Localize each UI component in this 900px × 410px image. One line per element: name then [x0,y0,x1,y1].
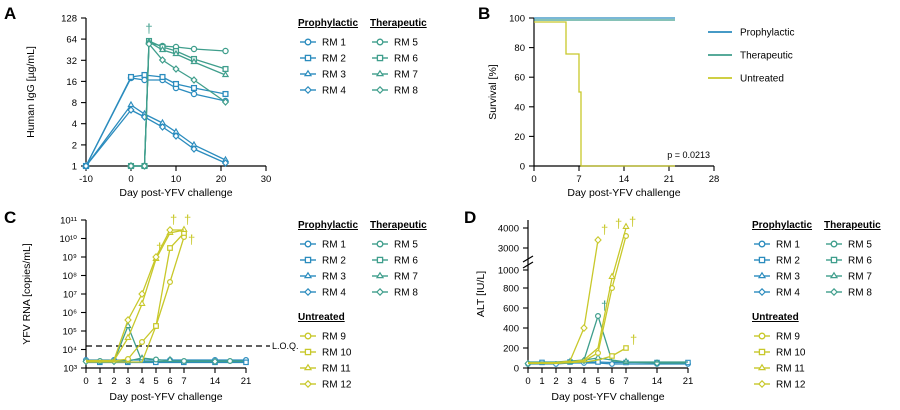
svg-text:RM 10: RM 10 [776,347,806,359]
panel-d-series-baseline [525,355,690,367]
panel-a-series-rm6 [129,39,228,169]
legend-b-item-prophylactic [708,28,794,39]
panel-a-ylabel: Human IgG [µg/mL] [25,46,37,138]
svg-text:0: 0 [83,376,89,387]
svg-text:Therapeutic: Therapeutic [740,50,793,62]
svg-text:3: 3 [567,376,573,387]
svg-text:60: 60 [514,72,525,84]
svg-text:5: 5 [153,376,159,387]
svg-text:RM 12: RM 12 [322,379,352,391]
panel-b-pvalue: p = 0.0213 [667,150,710,160]
svg-text:RM 4: RM 4 [322,85,346,97]
svg-text:8: 8 [71,98,77,110]
panel-c-series-baseline [83,323,248,365]
panel-a-chart [8,6,328,199]
svg-text:†: † [601,222,609,237]
svg-text:RM 8: RM 8 [848,287,872,299]
legend-d-item-rm1 [754,240,800,251]
panel-c-chart [8,210,328,406]
panel-c-loq-label: L.O.Q. [272,341,299,351]
svg-text:2: 2 [111,376,117,387]
panel-d-series-rm12 [528,222,608,363]
svg-text:128: 128 [61,13,77,25]
legend-a-group-1-title: Therapeutic [370,18,427,29]
svg-text:3000: 3000 [497,243,519,255]
legend-b-item-therapeutic [708,51,793,62]
svg-text:200: 200 [503,343,519,355]
legend-a-item-rm6 [372,54,418,65]
panel-c-x-ticks [83,368,251,387]
svg-text:RM 7: RM 7 [394,69,418,81]
svg-text:4000: 4000 [497,223,519,235]
svg-text:†: † [188,232,196,247]
svg-text:7: 7 [576,174,582,185]
panel-d-svg [468,210,788,406]
svg-text:†: † [615,216,623,231]
legend-d-item-rm12 [754,380,806,391]
panel-b-series-untreated [534,22,675,166]
svg-text:64: 64 [66,34,77,46]
panel-d-chart [468,210,788,406]
svg-text:0: 0 [519,161,525,173]
svg-text:†: † [170,212,178,227]
svg-text:RM 2: RM 2 [776,255,800,267]
panel-d-y-ticks [498,224,528,375]
panel-b-xlabel: Day post-YFV challenge [567,187,681,199]
svg-text:RM 7: RM 7 [848,271,872,283]
legend-d-group-1-title: Therapeutic [824,220,881,231]
panel-c-legend [298,218,458,398]
panel-a-legend [298,16,438,126]
legend-c-item-rm4 [300,288,346,299]
svg-text:Prophylactic: Prophylactic [740,27,795,39]
legend-d-item-rm2 [754,256,800,267]
svg-text:†: † [629,214,637,229]
legend-c-group-1-title: Therapeutic [370,220,427,231]
panel-c-ylabel: YFV RNA [copies/mL] [21,243,33,345]
svg-text:RM 3: RM 3 [322,69,346,81]
svg-text:4: 4 [139,376,145,387]
svg-text:RM 6: RM 6 [394,255,418,267]
panel-a-series-rm5 [128,40,228,168]
panel-b-ylabel: Survival [%] [487,64,499,120]
svg-text:RM 5: RM 5 [394,37,418,49]
svg-text:RM 6: RM 6 [848,255,872,267]
legend-d-item-rm5 [826,240,872,251]
svg-text:1000: 1000 [497,265,519,277]
svg-text:10⁸: 10⁸ [62,271,77,282]
svg-text:RM 8: RM 8 [394,85,418,97]
svg-text:RM 4: RM 4 [776,287,800,299]
legend-d-item-rm11 [754,364,805,375]
svg-text:21: 21 [240,376,252,387]
legend-d-item-rm7 [826,272,872,283]
svg-text:1: 1 [539,376,545,387]
panel-a-x-ticks [79,166,271,185]
panel-c-death-markers [156,212,195,255]
svg-text:†: † [156,240,164,255]
svg-text:10⁶: 10⁶ [62,308,77,319]
panel-b-legend [706,18,886,98]
panel-a-death-marker: † [145,21,153,36]
panel-c-xlabel: Day post-YFV challenge [109,391,223,403]
legend-c-item-rm10 [300,348,352,359]
legend-c-item-rm6 [372,256,418,267]
svg-text:2: 2 [553,376,559,387]
panel-b-x-ticks [531,166,719,185]
svg-text:10¹¹: 10¹¹ [60,215,77,227]
legend-a-item-rm8 [372,86,418,97]
legend-c-item-rm3 [300,272,346,283]
panel-c-y-ticks [59,216,86,375]
svg-text:40: 40 [514,102,525,114]
panel-a-y-ticks [61,14,86,173]
svg-text:5: 5 [595,376,601,387]
svg-text:RM 2: RM 2 [322,53,346,65]
legend-a-item-rm1 [300,38,346,49]
svg-text:14: 14 [618,174,630,185]
svg-text:RM 2: RM 2 [322,255,346,267]
svg-text:400: 400 [503,323,519,335]
svg-text:32: 32 [66,55,77,67]
svg-text:6: 6 [609,376,615,387]
svg-text:Untreated: Untreated [740,73,784,85]
legend-c-item-rm9 [300,332,346,343]
legend-d-group-0-title: Prophylactic [752,220,813,231]
legend-c-item-rm8 [372,288,418,299]
legend-d-item-rm4 [754,288,800,299]
panel-a-xlabel: Day post-YFV challenge [119,187,233,199]
legend-a-item-rm7 [372,70,418,81]
legend-c-item-rm12 [300,380,352,391]
svg-text:10⁵: 10⁵ [62,326,77,338]
svg-text:†: † [184,212,192,227]
panel-c-series-rm9 [86,235,186,362]
svg-text:1: 1 [97,376,103,387]
svg-text:0: 0 [128,174,134,185]
svg-text:28: 28 [708,174,720,185]
svg-text:RM 4: RM 4 [322,287,346,299]
legend-a-item-rm2 [300,54,346,65]
svg-text:100: 100 [509,13,525,25]
svg-text:20: 20 [514,131,525,143]
svg-text:6: 6 [167,376,173,387]
svg-text:†: † [630,332,638,347]
svg-text:0: 0 [525,376,531,387]
legend-c-group-2-title: Untreated [298,312,345,323]
svg-text:RM 12: RM 12 [776,379,806,391]
svg-text:RM 3: RM 3 [776,271,800,283]
svg-text:RM 5: RM 5 [394,239,418,251]
panel-d-x-ticks [525,368,693,387]
svg-text:RM 3: RM 3 [322,271,346,283]
svg-text:0: 0 [513,363,519,375]
panel-a-series-rm3 [83,102,228,168]
svg-text:†: † [601,298,609,313]
svg-text:RM 1: RM 1 [776,239,800,251]
svg-text:600: 600 [503,303,519,315]
svg-text:RM 8: RM 8 [394,287,418,299]
legend-d-item-rm8 [826,288,872,299]
svg-text:RM 9: RM 9 [776,331,800,343]
svg-text:RM 10: RM 10 [322,347,352,359]
svg-text:21: 21 [682,376,694,387]
svg-text:0: 0 [531,174,537,185]
svg-text:14: 14 [651,376,663,387]
legend-c-group-0-title: Prophylactic [298,220,359,231]
svg-text:21: 21 [663,174,675,185]
legend-c-item-rm11 [300,364,351,375]
panel-b-y-ticks [509,14,534,173]
panel-d-label: D [464,208,477,227]
panel-c-svg [8,210,328,406]
legend-c-item-rm1 [300,240,346,251]
legend-c-item-rm7 [372,272,418,283]
legend-c-item-rm2 [300,256,346,267]
svg-text:10⁴: 10⁴ [62,345,77,356]
svg-text:10⁹: 10⁹ [62,252,77,264]
svg-text:RM 1: RM 1 [322,239,346,251]
svg-text:20: 20 [215,174,227,185]
legend-a-item-rm3 [300,70,346,81]
panel-a-series-rm4 [83,107,228,169]
panel-a-label: A [4,4,17,23]
legend-b-item-untreated [708,74,784,85]
svg-text:800: 800 [503,283,519,295]
panel-a-series-rm7 [128,39,228,168]
svg-text:RM 7: RM 7 [394,271,418,283]
legend-c-item-rm5 [372,240,418,251]
svg-text:-10: -10 [79,174,93,185]
svg-text:10¹⁰: 10¹⁰ [59,234,77,245]
panel-a-series-rm8 [128,41,228,169]
svg-text:RM 11: RM 11 [322,363,351,375]
svg-text:RM 6: RM 6 [394,53,418,65]
legend-d-group-2-title: Untreated [752,312,799,323]
svg-text:RM 1: RM 1 [322,37,346,49]
panel-d-xlabel: Day post-YFV challenge [551,391,665,403]
panel-d-legend [752,218,900,398]
legend-d-item-rm10 [754,348,806,359]
legend-a-item-rm5 [372,38,418,49]
svg-text:1: 1 [71,161,77,173]
svg-text:30: 30 [260,174,272,185]
svg-text:2: 2 [71,140,77,152]
svg-text:4: 4 [581,376,587,387]
panel-c-series-rm10 [86,231,186,362]
svg-text:10: 10 [170,174,182,185]
legend-d-item-rm3 [754,272,800,283]
panel-b-label: B [478,4,491,23]
svg-text:7: 7 [623,376,629,387]
panel-a-svg [8,6,328,199]
svg-text:RM 5: RM 5 [848,239,872,251]
svg-text:3: 3 [125,376,131,387]
svg-text:16: 16 [66,76,77,88]
svg-text:10³: 10³ [63,363,77,375]
legend-a-group-0-title: Prophylactic [298,18,359,29]
legend-d-item-rm6 [826,256,872,267]
svg-text:RM 9: RM 9 [322,331,346,343]
svg-text:7: 7 [181,376,187,387]
panel-d-series-rm9 [528,234,628,363]
svg-text:80: 80 [514,43,525,55]
legend-d-item-rm9 [754,332,800,343]
panel-c-label: C [4,208,17,227]
panel-d-series-rm11 [528,214,636,363]
svg-text:14: 14 [209,376,221,387]
svg-text:RM 11: RM 11 [776,363,805,375]
legend-a-item-rm4 [300,86,346,97]
panel-d-ylabel: ALT [IU/L] [475,270,487,318]
svg-text:4: 4 [71,119,77,131]
svg-text:10⁷: 10⁷ [62,289,77,301]
